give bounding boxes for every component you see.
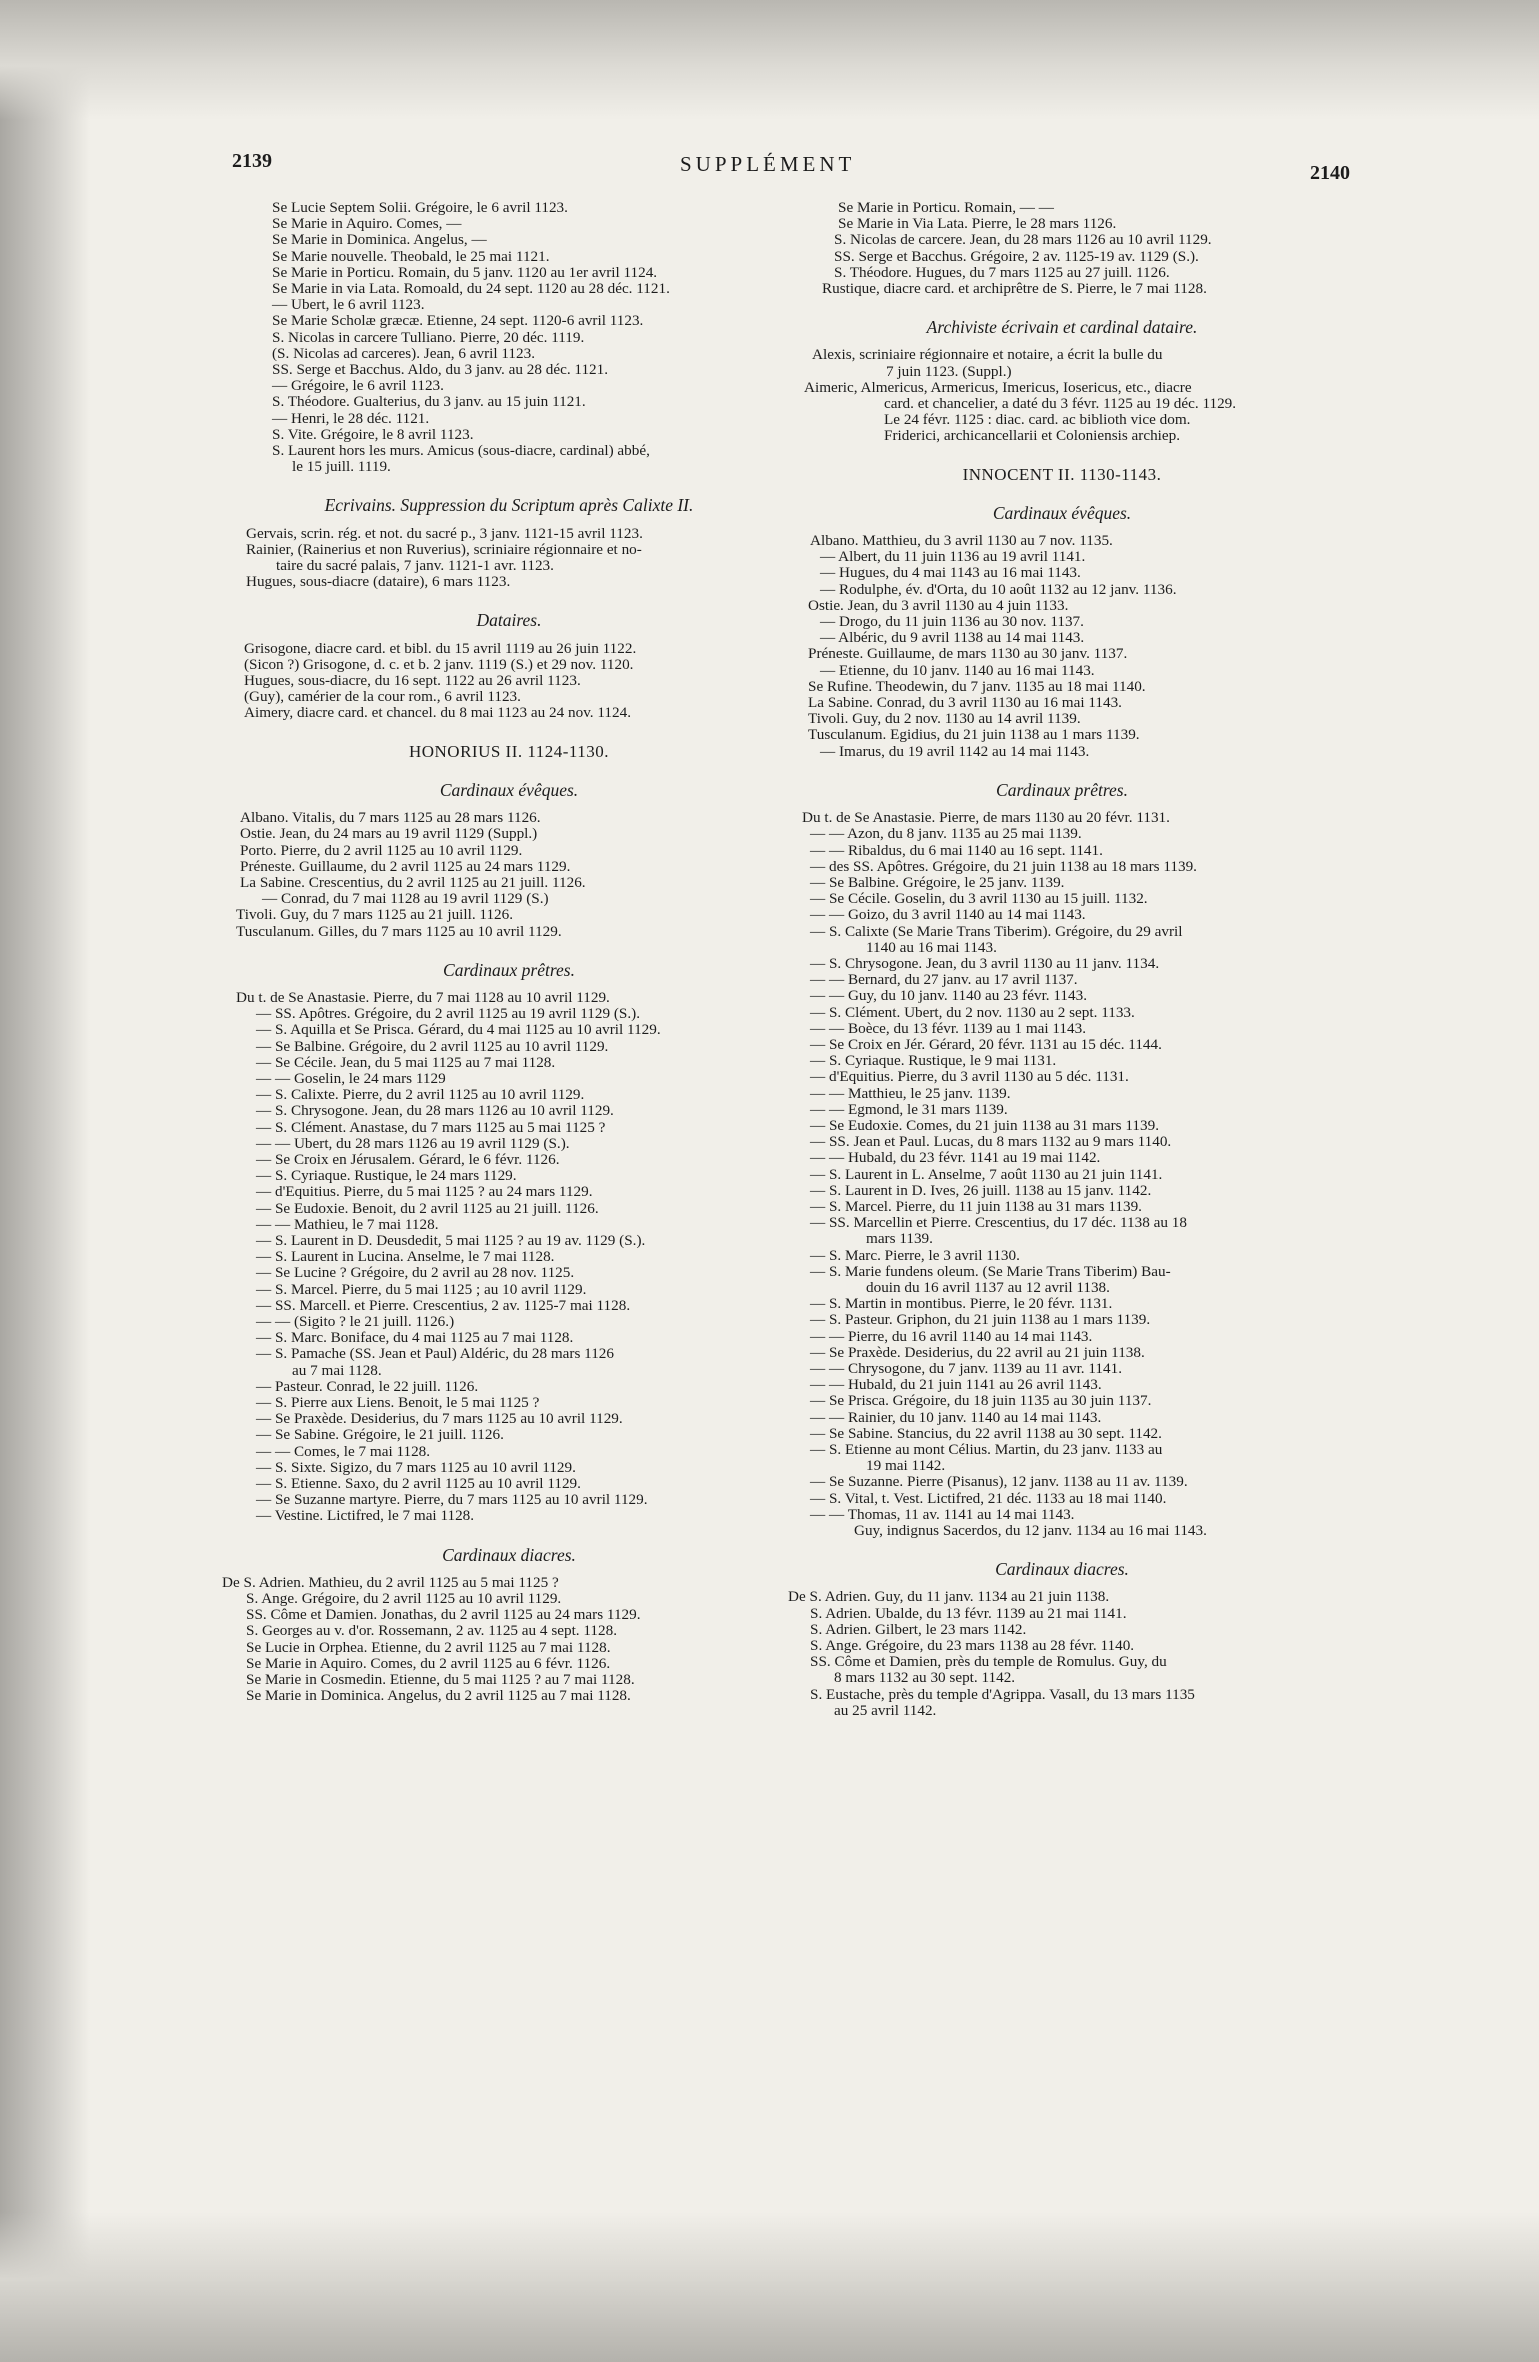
entry-line: — S. Etienne. Saxo, du 2 avril 1125 au 10 avril 1129.	[256, 1475, 581, 1493]
entry-line: Se Marie in Aquiro. Comes, —	[272, 215, 462, 233]
section-heading: Ecrivains. Suppression du Scriptum après Calixte II.	[324, 495, 694, 516]
entry-line: 19 mai 1142.	[866, 1457, 946, 1475]
entry-line: — Etienne, du 10 janv. 1140 au 16 mai 1143.	[820, 661, 1095, 679]
entry-line: S. Georges au v. d'or. Rossemann, 2 av. 1125 au 4 sept. 1128.	[246, 1622, 617, 1640]
entry-line: — S. Vital, t. Vest. Lictifred, 21 déc. 1133 au 18 mai 1140.	[810, 1489, 1167, 1507]
entry-line: Le 24 févr. 1125 : diac. card. ac biblioth vice dom.	[884, 411, 1191, 429]
entry-line: Du t. de Se Anastasie. Pierre, de mars 1130 au 20 févr. 1131.	[802, 809, 1170, 827]
entry-line: Se Marie in Via Lata. Pierre, le 28 mars 1126.	[838, 215, 1117, 233]
entry-line: — S. Sixte. Sigizo, du 7 mars 1125 au 10 avril 1129.	[256, 1458, 576, 1476]
entry-line: — Se Cécile. Goselin, du 3 avril 1130 au 15 juill. 1132.	[810, 890, 1148, 908]
entry-line: — S. Laurent in D. Deusdedit, 5 mai 1125 ? au 19 av. 1129 (S.).	[256, 1231, 646, 1249]
entry-line: — — Bernard, du 27 janv. au 17 avril 1137.	[810, 971, 1078, 989]
page-header	[0, 150, 1539, 190]
entry-line: mars 1139.	[866, 1230, 933, 1248]
entry-line: — Albert, du 11 juin 1136 au 19 avril 1141.	[820, 548, 1086, 566]
entry-line: 1140 au 16 mai 1143.	[866, 938, 997, 956]
entry-line: S. Adrien. Gilbert, le 23 mars 1142.	[810, 1620, 1027, 1638]
entry-line: — SS. Marcellin et Pierre. Crescentius, du 17 déc. 1138 au 18	[810, 1214, 1187, 1232]
entry-line: Se Lucie Septem Solii. Grégoire, le 6 avril 1123.	[272, 199, 568, 216]
entry-line: De S. Adrien. Mathieu, du 2 avril 1125 au 5 mai 1125 ?	[222, 1573, 559, 1591]
entry-line: — — Chrysogone, du 7 janv. 1139 au 11 avr. 1141.	[810, 1360, 1123, 1377]
entry-line: — Imarus, du 19 avril 1142 au 14 mai 1143.	[820, 742, 1090, 760]
section-heading: Cardinaux diacres.	[442, 1544, 576, 1565]
entry-line: SS. Serge et Bacchus. Aldo, du 3 janv. au 28 déc. 1121.	[272, 361, 609, 379]
entry-line: — — Goizo, du 3 avril 1140 au 14 mai 1143.	[810, 906, 1086, 924]
entry-line: Ostie. Jean, du 24 mars au 19 avril 1129 (Suppl.)	[240, 825, 538, 843]
entry-line: — S. Laurent in Lucina. Anselme, le 7 mai 1128.	[256, 1248, 555, 1266]
entry-line: Gervais, scrin. rég. et not. du sacré p., 3 janv. 1121-15 avril 1123.	[246, 524, 643, 542]
entry-line: — SS. Apôtres. Grégoire, du 2 avril 1125 au 19 avril 1129 (S.).	[256, 1005, 640, 1023]
entry-line: — Se Sabine. Grégoire, le 21 juill. 1126.	[256, 1426, 504, 1444]
entry-line: — — Hubald, du 23 févr. 1141 au 19 mai 1142.	[810, 1149, 1101, 1167]
entry-line: — Se Croix en Jérusalem. Gérard, le 6 févr. 1126.	[256, 1150, 560, 1168]
page-number-left: 2139	[232, 150, 272, 172]
entry-line: — S. Calixte. Pierre, du 2 avril 1125 au 10 avril 1129.	[256, 1086, 585, 1104]
entry-line: — — Boèce, du 13 févr. 1139 au 1 mai 1143.	[810, 1019, 1086, 1037]
entry-line: — S. Marie fundens oleum. (Se Marie Trans Tiberim) Bau-	[810, 1262, 1171, 1280]
entry-line: Aimeric, Almericus, Armericus, Imericus, Iosericus, etc., diacre	[804, 378, 1192, 396]
entry-line: — — Comes, le 7 mai 1128.	[256, 1442, 431, 1460]
entry-line: — S. Cyriaque. Rustique, le 9 mai 1131.	[810, 1052, 1057, 1070]
entry-line: Albano. Matthieu, du 3 avril 1130 au 7 nov. 1135.	[810, 532, 1113, 550]
entry-line: S. Vite. Grégoire, le 8 avril 1123.	[272, 425, 474, 443]
entry-line: — Drogo, du 11 juin 1136 au 30 nov. 1137.	[820, 613, 1084, 631]
entry-line: — S. Cyriaque. Rustique, le 24 mars 1129.	[256, 1167, 517, 1185]
entry-line: SS. Serge et Bacchus. Grégoire, 2 av. 1125-19 av. 1129 (S.).	[834, 247, 1199, 265]
entry-line: Se Marie in via Lata. Romoald, du 24 sept. 1120 au 28 déc. 1121.	[272, 280, 670, 298]
entry-line: (Guy), camérier de la cour rom., 6 avril 1123.	[244, 688, 521, 706]
entry-line: — Se Praxède. Desiderius, du 22 avril au 21 juin 1138.	[810, 1343, 1145, 1361]
entry-line: Se Marie in Dominica. Angelus, —	[272, 231, 487, 249]
entry-line: (Sicon ?) Grisogone, d. c. et b. 2 janv. 1119 (S.) et 29 nov. 1120.	[244, 655, 634, 673]
entry-line: — Henri, le 28 déc. 1121.	[272, 409, 430, 427]
entry-line: — Se Suzanne martyre. Pierre, du 7 mars 1125 au 10 avril 1129.	[256, 1491, 648, 1509]
page-number-right: 2140	[1310, 162, 1350, 184]
entry-line: — Se Praxède. Desiderius, du 7 mars 1125 au 10 avril 1129.	[256, 1410, 623, 1428]
entry-line: Friderici, archicancellarii et Coloniensis archiep.	[884, 427, 1181, 445]
entry-line: — des SS. Apôtres. Grégoire, du 21 juin 1138 au 18 mars 1139.	[810, 857, 1197, 875]
entry-line: Se Lucie in Orphea. Etienne, du 2 avril 1125 au 7 mai 1128.	[246, 1638, 611, 1656]
entry-line: au 25 avril 1142.	[834, 1701, 937, 1719]
entry-line: Alexis, scriniaire régionnaire et notaire, a écrit la bulle du	[812, 346, 1163, 364]
entry-line: Hugues, sous-diacre (dataire), 6 mars 1123.	[246, 573, 511, 591]
entry-line: Albano. Vitalis, du 7 mars 1125 au 28 mars 1126.	[240, 809, 541, 827]
entry-line: — S. Pasteur. Griphon, du 21 juin 1138 au 1 mars 1139.	[810, 1311, 1151, 1329]
entry-line: — S. Etienne au mont Célius. Martin, du 23 janv. 1133 au	[810, 1441, 1163, 1459]
entry-line: — — (Sigito ? le 21 juill. 1126.)	[256, 1312, 455, 1330]
entry-line: — Vestine. Lictifred, le 7 mai 1128.	[256, 1507, 475, 1525]
entry-line: — — Guy, du 10 janv. 1140 au 23 févr. 1143.	[810, 987, 1087, 1005]
entry-line: — S. Chrysogone. Jean, du 28 mars 1126 au 10 avril 1129.	[256, 1102, 614, 1120]
scan-shadow-top	[0, 0, 1539, 120]
entry-line: Ostie. Jean, du 3 avril 1130 au 4 juin 1133.	[808, 596, 1069, 614]
entry-line: Se Marie in Porticu. Romain, du 5 janv. 1120 au 1er avril 1124.	[272, 263, 658, 281]
entry-line: Tivoli. Guy, du 2 nov. 1130 au 14 avril 1139.	[808, 710, 1081, 728]
entry-line: — Se Balbine. Grégoire, le 25 janv. 1139.	[810, 873, 1065, 891]
entry-line: S. Théodore. Gualterius, du 3 janv. au 15 juin 1121.	[272, 393, 586, 411]
entry-line: Rainier, (Rainerius et non Ruverius), scriniaire régionnaire et no-	[246, 540, 642, 558]
entry-line: — — Ribaldus, du 6 mai 1140 au 16 sept. 1141.	[810, 841, 1103, 859]
entry-line: — Ubert, le 6 avril 1123.	[272, 296, 425, 314]
entry-line: Porto. Pierre, du 2 avril 1125 au 10 avril 1129.	[240, 841, 523, 859]
entry-line: Préneste. Guillaume, du 2 avril 1125 au 24 mars 1129.	[240, 857, 571, 875]
entry-line: — Se Eudoxie. Benoit, du 2 avril 1125 au 21 juill. 1126.	[256, 1199, 599, 1217]
pontificate-heading: INNOCENT II. 1130-1143.	[962, 464, 1162, 484]
entry-line: — S. Martin in montibus. Pierre, le 20 févr. 1131.	[810, 1295, 1113, 1313]
entry-line: SS. Côme et Damien, près du temple de Romulus. Guy, du	[810, 1653, 1167, 1671]
entry-line: S. Laurent hors les murs. Amicus (sous-diacre, cardinal) abbé,	[272, 442, 650, 460]
entry-line: — Se Eudoxie. Comes, du 21 juin 1138 au 31 mars 1139.	[810, 1116, 1160, 1134]
entry-line: — S. Marcel. Pierre, du 11 juin 1138 au 31 mars 1139.	[810, 1197, 1142, 1215]
entry-line: — Conrad, du 7 mai 1128 au 19 avril 1129 (S.)	[262, 890, 549, 908]
section-heading: Cardinaux évêques.	[992, 502, 1132, 523]
entry-line: — S. Calixte (Se Marie Trans Tiberim). Grégoire, du 29 avril	[810, 922, 1183, 940]
entry-line: S. Eustache, près du temple d'Agrippa. Vasall, du 13 mars 1135	[810, 1685, 1195, 1703]
entry-line: Se Marie in Porticu. Romain, — —	[838, 199, 1054, 216]
entry-line: (S. Nicolas ad carceres). Jean, 6 avril 1123.	[272, 344, 536, 362]
entry-line: — Se Lucine ? Grégoire, du 2 avril au 28 nov. 1125.	[256, 1264, 575, 1282]
section-heading: Dataires.	[476, 610, 542, 631]
entry-line: — S. Laurent in D. Ives, 26 juill. 1138 au 15 janv. 1142.	[810, 1181, 1152, 1199]
entry-line: — d'Equitius. Pierre, du 3 avril 1130 au 5 déc. 1131.	[810, 1068, 1129, 1086]
entry-line: — S. Chrysogone. Jean, du 3 avril 1130 au 11 janv. 1134.	[810, 954, 1160, 972]
entry-line: Tivoli. Guy, du 7 mars 1125 au 21 juill. 1126.	[236, 906, 514, 924]
section-heading: Cardinaux prêtres.	[443, 959, 575, 980]
running-title: SUPPLÉMENT	[680, 152, 856, 176]
entry-line: 7 juin 1123. (Suppl.)	[886, 362, 1012, 380]
entry-line: — S. Marc. Boniface, du 4 mai 1125 au 7 mai 1128.	[256, 1329, 574, 1347]
entry-line: au 7 mai 1128.	[292, 1361, 382, 1379]
entry-line: douin du 16 avril 1137 au 12 avril 1138.	[866, 1278, 1110, 1296]
entry-line: le 15 juill. 1119.	[292, 458, 391, 476]
entry-line: Se Rufine. Theodewin, du 7 janv. 1135 au 18 mai 1140.	[808, 677, 1146, 695]
entry-line: — — Egmond, le 31 mars 1139.	[810, 1100, 1008, 1118]
entry-line: — S. Pamache (SS. Jean et Paul) Aldéric, du 28 mars 1126	[256, 1345, 614, 1363]
entry-line: La Sabine. Crescentius, du 2 avril 1125 au 21 juill. 1126.	[240, 873, 586, 891]
left-column	[222, 199, 782, 1705]
entry-line: — S. Aquilla et Se Prisca. Gérard, du 4 mai 1125 au 10 avril 1129.	[256, 1021, 661, 1039]
entry-line: Tusculanum. Gilles, du 7 mars 1125 au 10 avril 1129.	[236, 922, 562, 940]
entry-line: — S. Marc. Pierre, le 3 avril 1130.	[810, 1246, 1020, 1264]
entry-line: S. Adrien. Ubalde, du 13 févr. 1139 au 21 mai 1141.	[810, 1604, 1127, 1622]
entry-line: — — Thomas, 11 av. 1141 au 14 mai 1143.	[810, 1505, 1075, 1523]
entry-line: De S. Adrien. Guy, du 11 janv. 1134 au 21 juin 1138.	[788, 1588, 1110, 1606]
entry-line: Hugues, sous-diacre, du 16 sept. 1122 au 26 avril 1123.	[244, 672, 581, 690]
entry-line: — Se Cécile. Jean, du 5 mai 1125 au 7 mai 1128.	[256, 1053, 556, 1071]
entry-line: card. et chancelier, a daté du 3 févr. 1125 au 19 déc. 1129.	[884, 395, 1237, 413]
section-heading: Cardinaux évêques.	[439, 779, 579, 800]
entry-line: — — Pierre, du 16 avril 1140 au 14 mai 1143.	[810, 1327, 1093, 1345]
entry-line: S. Ange. Grégoire, du 23 mars 1138 au 28 févr. 1140.	[810, 1637, 1135, 1655]
entry-line: — — Goselin, le 24 mars 1129	[256, 1069, 446, 1087]
entry-line: — Rodulphe, év. d'Orta, du 10 août 1132 au 12 janv. 1136.	[820, 580, 1177, 598]
entry-line: Se Marie in Cosmedin. Etienne, du 5 mai 1125 ? au 7 mai 1128.	[246, 1671, 635, 1689]
entry-line: — — Hubald, du 21 juin 1141 au 26 avril 1143.	[810, 1376, 1102, 1394]
entry-line: — Pasteur. Conrad, le 22 juill. 1126.	[256, 1377, 479, 1395]
right-column	[788, 200, 1336, 1719]
entry-line: S. Ange. Grégoire, du 2 avril 1125 au 10 avril 1129.	[246, 1590, 562, 1608]
entry-line: 8 mars 1132 au 30 sept. 1142.	[834, 1669, 1016, 1687]
entry-line: SS. Côme et Damien. Jonathas, du 2 avril 1125 au 24 mars 1129.	[246, 1606, 641, 1624]
entry-line: Préneste. Guillaume, de mars 1130 au 30 janv. 1137.	[808, 645, 1128, 663]
entry-line: — Se Balbine. Grégoire, du 2 avril 1125 au 10 avril 1129.	[256, 1037, 609, 1055]
entry-line: Se Marie in Dominica. Angelus, du 2 avril 1125 au 7 mai 1128.	[246, 1687, 631, 1705]
entry-line: — — Azon, du 8 janv. 1135 au 25 mai 1139.	[810, 825, 1082, 843]
entry-line: Se Marie Scholæ græcæ. Etienne, 24 sept. 1120-6 avril 1123.	[272, 312, 644, 330]
entry-line: Tusculanum. Egidius, du 21 juin 1138 au 1 mars 1139.	[808, 726, 1140, 744]
entry-line: — S. Clément. Anastase, du 7 mars 1125 au 5 mai 1125 ?	[256, 1118, 606, 1136]
pontificate-heading: HONORIUS II. 1124-1130.	[408, 741, 610, 761]
entry-line: taire du sacré palais, 7 janv. 1121-1 avr. 1123.	[276, 557, 554, 575]
section-heading: Cardinaux prêtres.	[996, 779, 1128, 800]
entry-line: — S. Laurent in L. Anselme, 7 août 1130 au 21 juin 1141.	[810, 1165, 1163, 1183]
entry-line: — d'Equitius. Pierre, du 5 mai 1125 ? au 24 mars 1129.	[256, 1183, 593, 1201]
entry-line: Guy, indignus Sacerdos, du 12 janv. 1134 au 16 mai 1143.	[854, 1522, 1207, 1540]
section-heading: Archiviste écrivain et cardinal dataire.	[926, 317, 1198, 338]
entry-line: S. Théodore. Hugues, du 7 mars 1125 au 27 juill. 1126.	[834, 263, 1170, 281]
entry-line: — — Ubert, du 28 mars 1126 au 19 avril 1129 (S.).	[256, 1134, 570, 1152]
entry-line: Se Marie in Aquiro. Comes, du 2 avril 1125 au 6 févr. 1126.	[246, 1654, 611, 1672]
scan-shadow-left	[0, 0, 90, 2362]
entry-line: — — Rainier, du 10 janv. 1140 au 14 mai 1143.	[810, 1408, 1102, 1426]
entry-line: Aimery, diacre card. et chancel. du 8 mai 1123 au 24 nov. 1124.	[244, 704, 632, 722]
entry-line: — Se Suzanne. Pierre (Pisanus), 12 janv. 1138 au 11 av. 1139.	[810, 1473, 1188, 1491]
entry-line: Du t. de Se Anastasie. Pierre, du 7 mai 1128 au 10 avril 1129.	[236, 988, 610, 1006]
entry-line: — SS. Marcell. et Pierre. Crescentius, 2 av. 1125-7 mai 1128.	[256, 1296, 631, 1314]
entry-line: S. Nicolas in carcere Tulliano. Pierre, 20 déc. 1119.	[272, 328, 585, 346]
scan-shadow-bottom	[0, 2212, 1539, 2362]
entry-line: — S. Marcel. Pierre, du 5 mai 1125 ; au 10 avril 1129.	[256, 1280, 587, 1298]
entry-line: — Hugues, du 4 mai 1143 au 16 mai 1143.	[820, 564, 1081, 582]
entry-line: — — Matthieu, le 25 janv. 1139.	[810, 1084, 1011, 1102]
section-heading: Cardinaux diacres.	[995, 1559, 1129, 1580]
entry-line: Grisogone, diacre card. et bibl. du 15 avril 1119 au 26 juin 1122.	[244, 639, 637, 657]
entry-line: — S. Clément. Ubert, du 2 nov. 1130 au 2 sept. 1133.	[810, 1003, 1135, 1021]
entry-line: Rustique, diacre card. et archiprêtre de S. Pierre, le 7 mai 1128.	[822, 280, 1207, 298]
entry-line: — — Mathieu, le 7 mai 1128.	[256, 1215, 439, 1233]
entry-line: — S. Pierre aux Liens. Benoit, le 5 mai 1125 ?	[256, 1394, 540, 1411]
entry-line: — Se Croix en Jér. Gérard, 20 févr. 1131 au 15 déc. 1144.	[810, 1035, 1162, 1053]
entry-line: — Grégoire, le 6 avril 1123.	[272, 377, 444, 395]
entry-line: — SS. Jean et Paul. Lucas, du 8 mars 1132 au 9 mars 1140.	[810, 1133, 1172, 1151]
entry-line: — Se Sabine. Stancius, du 22 avril 1138 au 30 sept. 1142.	[810, 1424, 1162, 1442]
entry-line: La Sabine. Conrad, du 3 avril 1130 au 16 mai 1143.	[808, 694, 1122, 712]
entry-line: — Se Prisca. Grégoire, du 18 juin 1135 au 30 juin 1137.	[810, 1392, 1152, 1410]
entry-line: — Albéric, du 9 avril 1138 au 14 mai 1143.	[820, 629, 1085, 647]
entry-line: S. Nicolas de carcere. Jean, du 28 mars 1126 au 10 avril 1129.	[834, 231, 1212, 249]
entry-line: Se Marie nouvelle. Theobald, le 25 mai 1121.	[272, 247, 550, 265]
